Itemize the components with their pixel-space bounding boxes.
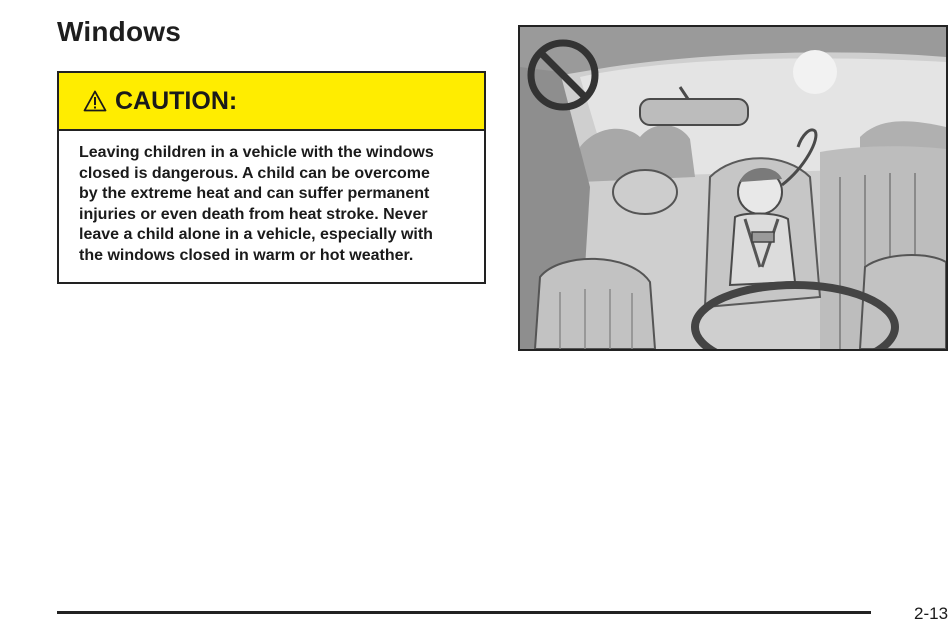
caution-line: the windows closed in warm or hot weather.: [79, 246, 414, 264]
warning-triangle-icon: [83, 90, 107, 112]
caution-line: leave a child alone in a vehicle, especially with: [79, 226, 433, 243]
caution-line: injuries or even death from heat stroke. Never: [79, 205, 428, 223]
page-number: 2-13: [914, 604, 949, 623]
caution-box: [57, 71, 486, 284]
caution-label: CAUTION:: [115, 86, 238, 115]
footer-rule: [57, 611, 871, 614]
page-title: Windows: [57, 16, 182, 47]
child-in-car-illustration: [518, 25, 948, 351]
caution-line: Leaving children in a vehicle with the windows: [79, 144, 434, 161]
caution-text: [59, 131, 484, 266]
caution-line: closed is dangerous. A child can be overcome: [79, 164, 430, 182]
caution-line: by the extreme heat and can suffer permanent: [79, 185, 430, 202]
caution-header: [59, 73, 484, 131]
